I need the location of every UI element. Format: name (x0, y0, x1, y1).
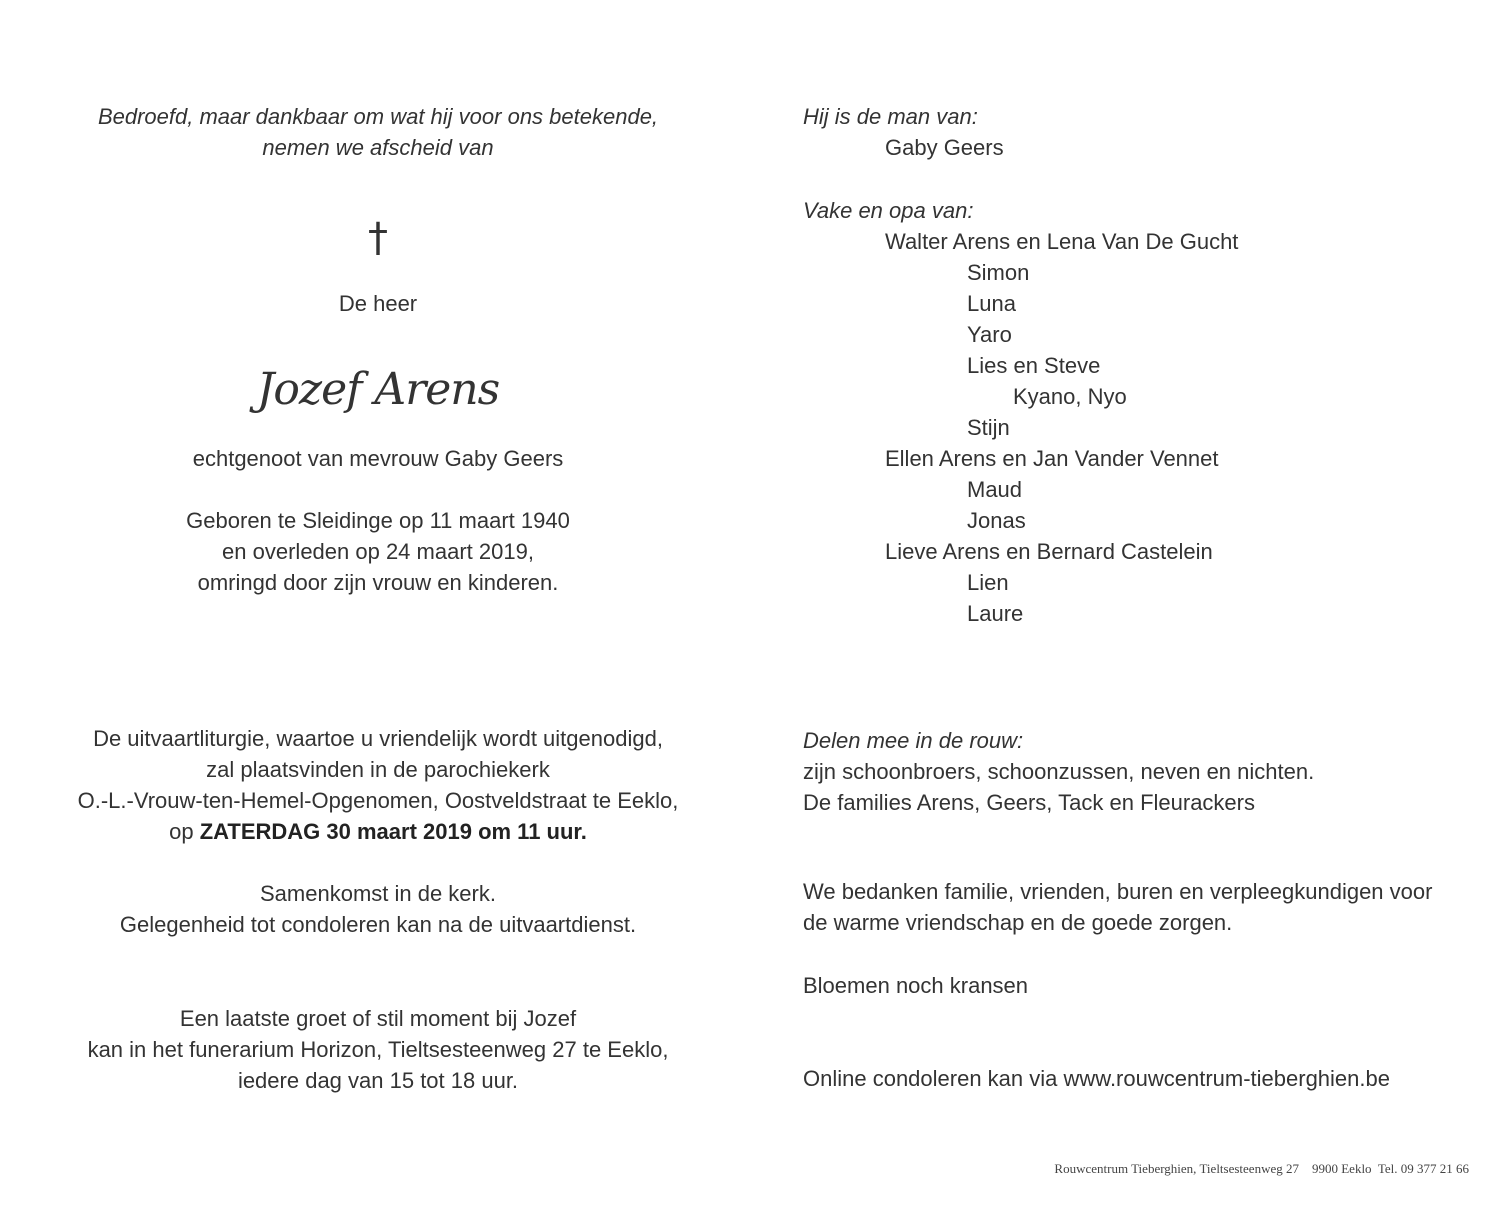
family-member: Ellen Arens en Jan Vander Vennet (885, 446, 1219, 471)
funeral-line-2: zal plaatsvinden in de parochiekerk (206, 757, 550, 782)
family-member: Kyano, Nyo (1013, 384, 1127, 409)
birth-line: Geboren te Sleidinge op 11 maart 1940 (186, 508, 570, 533)
intro-line-1: Bedroefd, maar dankbaar om wat hij voor ons betekende, (97, 104, 659, 129)
family-member: Laure (967, 601, 1024, 626)
thanks-line-1: We bedanken familie, vrienden, buren en verpleegkundigen voor (803, 879, 1433, 904)
family-member: Lieve Arens en Bernard Castelein (885, 539, 1213, 564)
death-line: en overleden op 24 maart 2019, (222, 539, 534, 564)
family-member: Jonas (967, 508, 1026, 533)
online-condolence: Online condoleren kan via www.rouwcentrum-tieberghien.be (803, 1066, 1390, 1091)
salutation: De heer (338, 291, 418, 316)
funeral-date-line (0, 816, 756, 847)
flowers-note: Bloemen noch kransen (803, 973, 1029, 998)
funeral-date-prefix: op (169, 819, 200, 844)
deceased-name: Jozef Arens (256, 364, 500, 415)
surrounded-line: omringd door zijn vrouw en kinderen. (197, 570, 559, 595)
gathering-line-2: Gelegenheid tot condoleren kan na de uitvaartdienst. (119, 912, 637, 937)
mourning-line-1: zijn schoonbroers, schoonzussen, neven en nichten. (803, 759, 1315, 784)
visitation-line-2: kan in het funerarium Horizon, Tieltsesteenweg 27 te Eeklo, (87, 1037, 669, 1062)
family-member: Luna (967, 291, 1016, 316)
intro-line-2: nemen we afscheid van (262, 135, 494, 160)
mourning-line-2: De families Arens, Geers, Tack en Fleurackers (803, 790, 1255, 815)
husband-heading: Hij is de man van: (803, 104, 978, 129)
family-member: Stijn (967, 415, 1010, 440)
funeral-line-3: O.-L.-Vrouw-ten-Hemel-Opgenomen, Oostveldstraat te Eeklo, (77, 788, 679, 813)
funeral-date: ZATERDAG 30 maart 2019 om 11 uur. (199, 819, 587, 844)
husband-of: Gaby Geers (885, 135, 1004, 160)
visitation-line-1: Een laatste groet of stil moment bij Jozef (179, 1006, 577, 1031)
thanks-line-2: de warme vriendschap en de goede zorgen. (803, 910, 1233, 935)
funeral-line-1: De uitvaartliturgie, waartoe u vriendelijk wordt uitgenodigd, (93, 726, 663, 751)
family-member: Maud (967, 477, 1023, 502)
spouse-line: echtgenoot van mevrouw Gaby Geers (192, 446, 564, 471)
family-member: Yaro (967, 322, 1012, 347)
family-heading: Vake en opa van: (803, 198, 974, 223)
family-member: Lien (967, 570, 1009, 595)
footer-contact: Rouwcentrum Tieberghien, Tieltsesteenweg 27 9900 Eeklo Tel. 09 377 21 66 (1054, 1161, 1469, 1176)
mourning-heading: Delen mee in de rouw: (803, 728, 1024, 753)
cross-icon: † (368, 215, 388, 261)
family-member: Walter Arens en Lena Van De Gucht (885, 229, 1239, 254)
gathering-line-1: Samenkomst in de kerk. (260, 881, 496, 906)
family-member: Lies en Steve (967, 353, 1101, 378)
visitation-line-3: iedere dag van 15 tot 18 uur. (237, 1068, 519, 1093)
family-member: Simon (967, 260, 1030, 285)
